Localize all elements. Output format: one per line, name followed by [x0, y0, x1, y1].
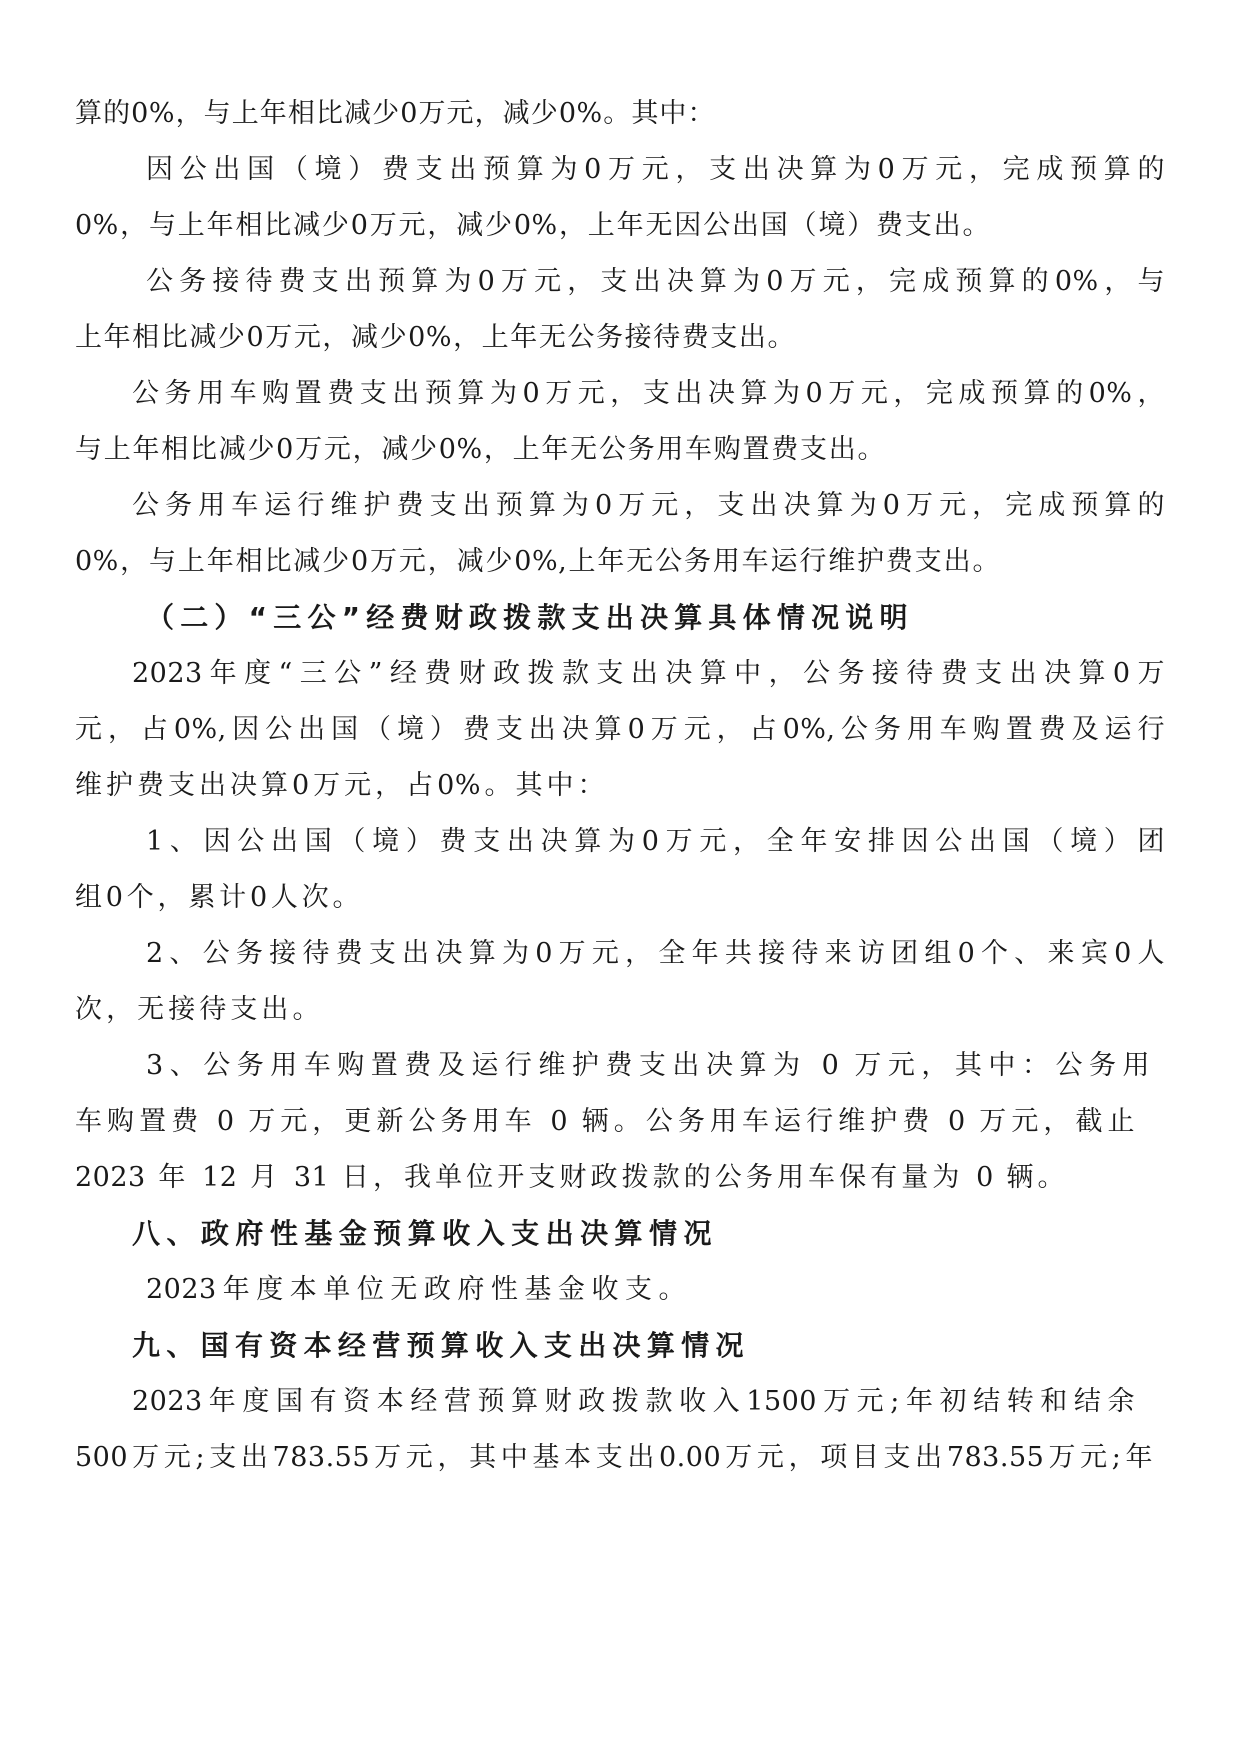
paragraph-line: 上年相比减少0万元，减少0%，上年无公务接待费支出。 — [75, 322, 795, 353]
paragraph-line: 500万元;支出783.55万元，其中基本支出0.00万元，项目支出783.55万元;年 — [75, 1442, 1153, 1473]
paragraph-line: 公务接待费支出预算为0万元，支出决算为0万元，完成预算的0%，与 — [146, 266, 1165, 297]
paragraph-line: 3、公务用车购置费及运行维护费支出决算为 0 万元，其中：公务用 — [146, 1050, 1150, 1081]
paragraph-line: 维护费支出决算0万元，占0%。其中： — [75, 770, 605, 801]
section-heading: 九、国有资本经营预算收入支出决算情况 — [132, 1329, 744, 1362]
paragraph-line: 与上年相比减少0万元，减少0%，上年无公务用车购置费支出。 — [75, 434, 885, 465]
paragraph-line: 组0个，累计0人次。 — [75, 882, 360, 913]
paragraph-line: 2023年度本单位无政府性基金收支。 — [146, 1274, 686, 1305]
paragraph-line: 2、公务接待费支出决算为0万元，全年共接待来访团组0个、来宾0人 — [146, 938, 1165, 969]
paragraph-line: 0%，与上年相比减少0万元，减少0%，上年无因公出国（境）费支出。 — [75, 210, 990, 241]
paragraph-line: 2023 年 12 月 31 日，我单位开支财政拨款的公务用车保有量为 0 辆。 — [75, 1162, 1065, 1193]
paragraph-line: 因公出国（境）费支出预算为0万元，支出决算为0万元，完成预算的 — [146, 154, 1165, 185]
section-heading: （二）“三公”经费财政拨款支出决算具体情况说明 — [146, 601, 908, 634]
paragraph-line: 次，无接待支出。 — [75, 994, 320, 1025]
paragraph-line: 算的0%，与上年相比减少0万元，减少0%。其中： — [75, 98, 715, 129]
paragraph-line: 1、因公出国（境）费支出决算为0万元，全年安排因公出国（境）团 — [146, 826, 1165, 857]
paragraph-line: 公务用车运行维护费支出预算为0万元，支出决算为0万元，完成预算的 — [132, 490, 1165, 521]
paragraph-line: 车购置费 0 万元，更新公务用车 0 辆。公务用车运行维护费 0 万元，截止 — [75, 1106, 1135, 1137]
paragraph-line: 0%，与上年相比减少0万元，减少0%,上年无公务用车运行维护费支出。 — [75, 546, 1000, 577]
paragraph-line: 公务用车购置费支出预算为0万元，支出决算为0万元，完成预算的0%， — [132, 378, 1165, 409]
paragraph-line: 2023年度国有资本经营预算财政拨款收入1500万元;年初结转和结余 — [132, 1386, 1135, 1417]
paragraph-line: 元，占0%,因公出国（境）费支出决算0万元，占0%,公务用车购置费及运行 — [75, 714, 1165, 745]
section-heading: 八、政府性基金预算收入支出决算情况 — [132, 1217, 712, 1250]
paragraph-line: 2023年度“三公”经费财政拨款支出决算中，公务接待费支出决算0万 — [132, 658, 1165, 689]
